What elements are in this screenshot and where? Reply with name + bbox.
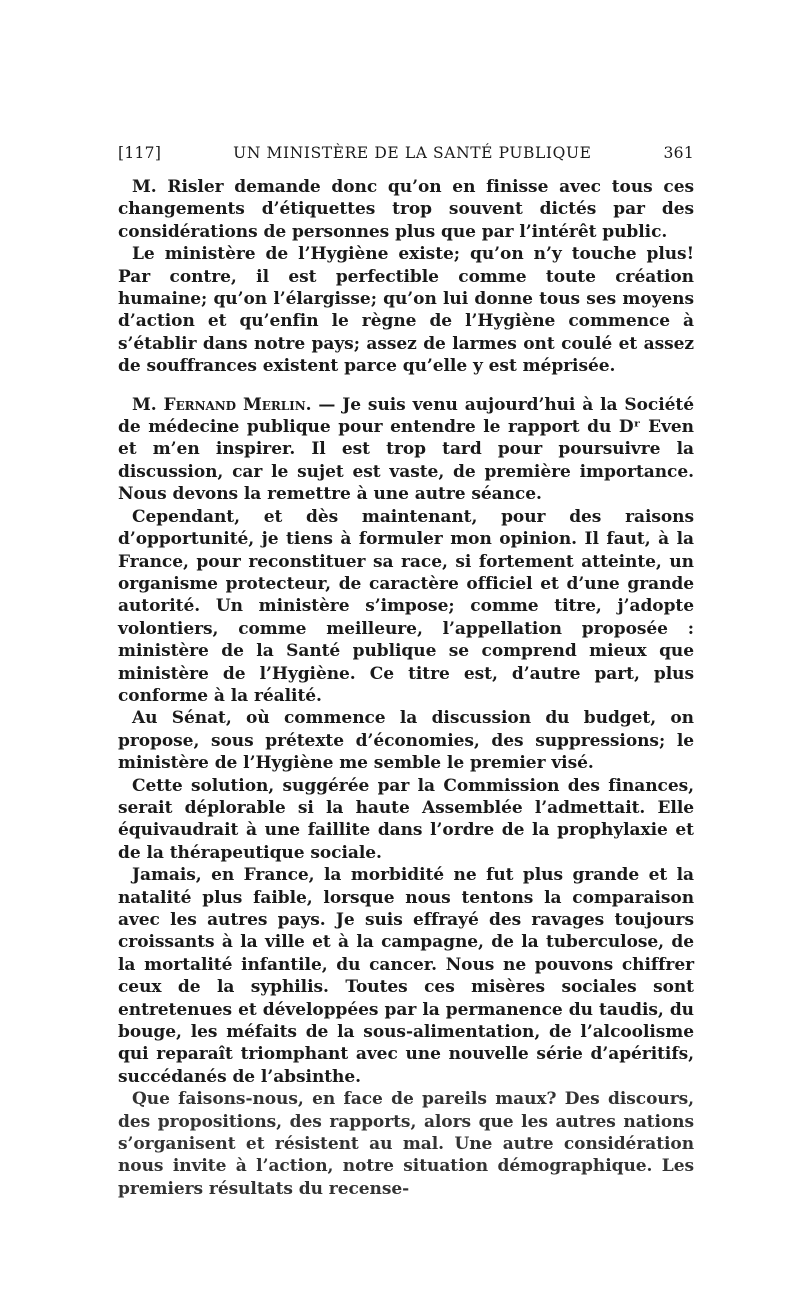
speaker-name: M. Fernand Merlin. [132, 394, 312, 415]
paragraph-4: Cependant, et dès maintenant, pour des raisons d’opportunité, je tiens à formuler mon opinion. Il faut, à la France, pour reconstituer sa race, si fortement atteinte, un organisme protecteur, de caractère officiel et d’une grande autorité. Un ministère s’impose; comme titre, j’adopte volontiers, comme meilleure, l’appellation proposée : ministère de la Santé publique se comprend mieux que ministère de l’Hygiène. Ce titre est, d’autre part, plus conforme à la réalité. [118, 506, 694, 706]
paragraph-7: Jamais, en France, la morbidité ne fut plus grande et la natalité plus faible, lorsque nous tentons la comparaison avec les autres pays. Je suis effrayé des ravages toujours croissants à la ville et à la campagne, de la tuberculose, de la mortalité infantile, du cancer. Nous ne pouvons chiffrer ceux de la syphilis. Toutes ces misères sociales sont entretenues et développées par la permanence du taudis, du bouge, les méfaits de la sous-alimentation, de l’alcoolisme qui reparaît triomphant avec une nouvelle série d’apéritifs, succédanés de l’absinthe. [118, 865, 694, 1087]
paragraph-1: M. Risler demande donc qu’on en finisse avec tous ces changements d’étiquettes trop souvent dictés par des considérations de personnes plus que par l’intérêt public. [118, 177, 694, 242]
running-head [118, 144, 694, 162]
paragraph-8: Que faisons-nous, en face de pareils maux? Des discours, des propositions, des rapports, alors que les autres nations s’organisent et résistent au mal. Une autre considération nous invite à l’action, notre situation démographique. Les premiers résultats du recense- [118, 1089, 694, 1199]
paragraph-3 [118, 394, 694, 506]
paragraph-3-text: — Je suis venu aujourd’hui à la Société de médecine publique pour entendre le rapport du Dʳ Even et m’en inspirer. Il est trop tard pour poursuivre la discussion, car le sujet est vaste, de première importance. Nous devons la remettre à une autre séance. [118, 394, 694, 505]
paragraph-5: Au Sénat, où commence la discussion du budget, on propose, sous prétexte d’économies, des suppressions; le ministère de l’Hygiène me semble le premier visé. [118, 708, 694, 774]
paragraph-2: Le ministère de l’Hygiène existe; qu’on n’y touche plus! Par contre, il est perfectible comme toute création humaine; qu’on l’élargisse; qu’on lui donne tous ses moyens d’action et qu’enfin le règne de l’Hygiène commence à s’établir dans notre pays; assez de larmes ont coulé et assez de souffrances existent parce qu’elle y est méprisée. [118, 244, 694, 377]
paragraph-6: Cette solution, suggérée par la Commission des finances, serait déplorable si la haute Assemblée l’admettait. Elle équivaudrait à une faillite dans l’ordre de la prophylaxie et de la thérapeutique sociale. [118, 775, 694, 863]
page-number: 361 [663, 144, 694, 162]
page [118, 144, 694, 1200]
section-number: [117] [118, 144, 162, 162]
body-text [118, 176, 694, 1200]
running-title: UN MINISTÈRE DE LA SANTÉ PUBLIQUE [233, 144, 592, 162]
